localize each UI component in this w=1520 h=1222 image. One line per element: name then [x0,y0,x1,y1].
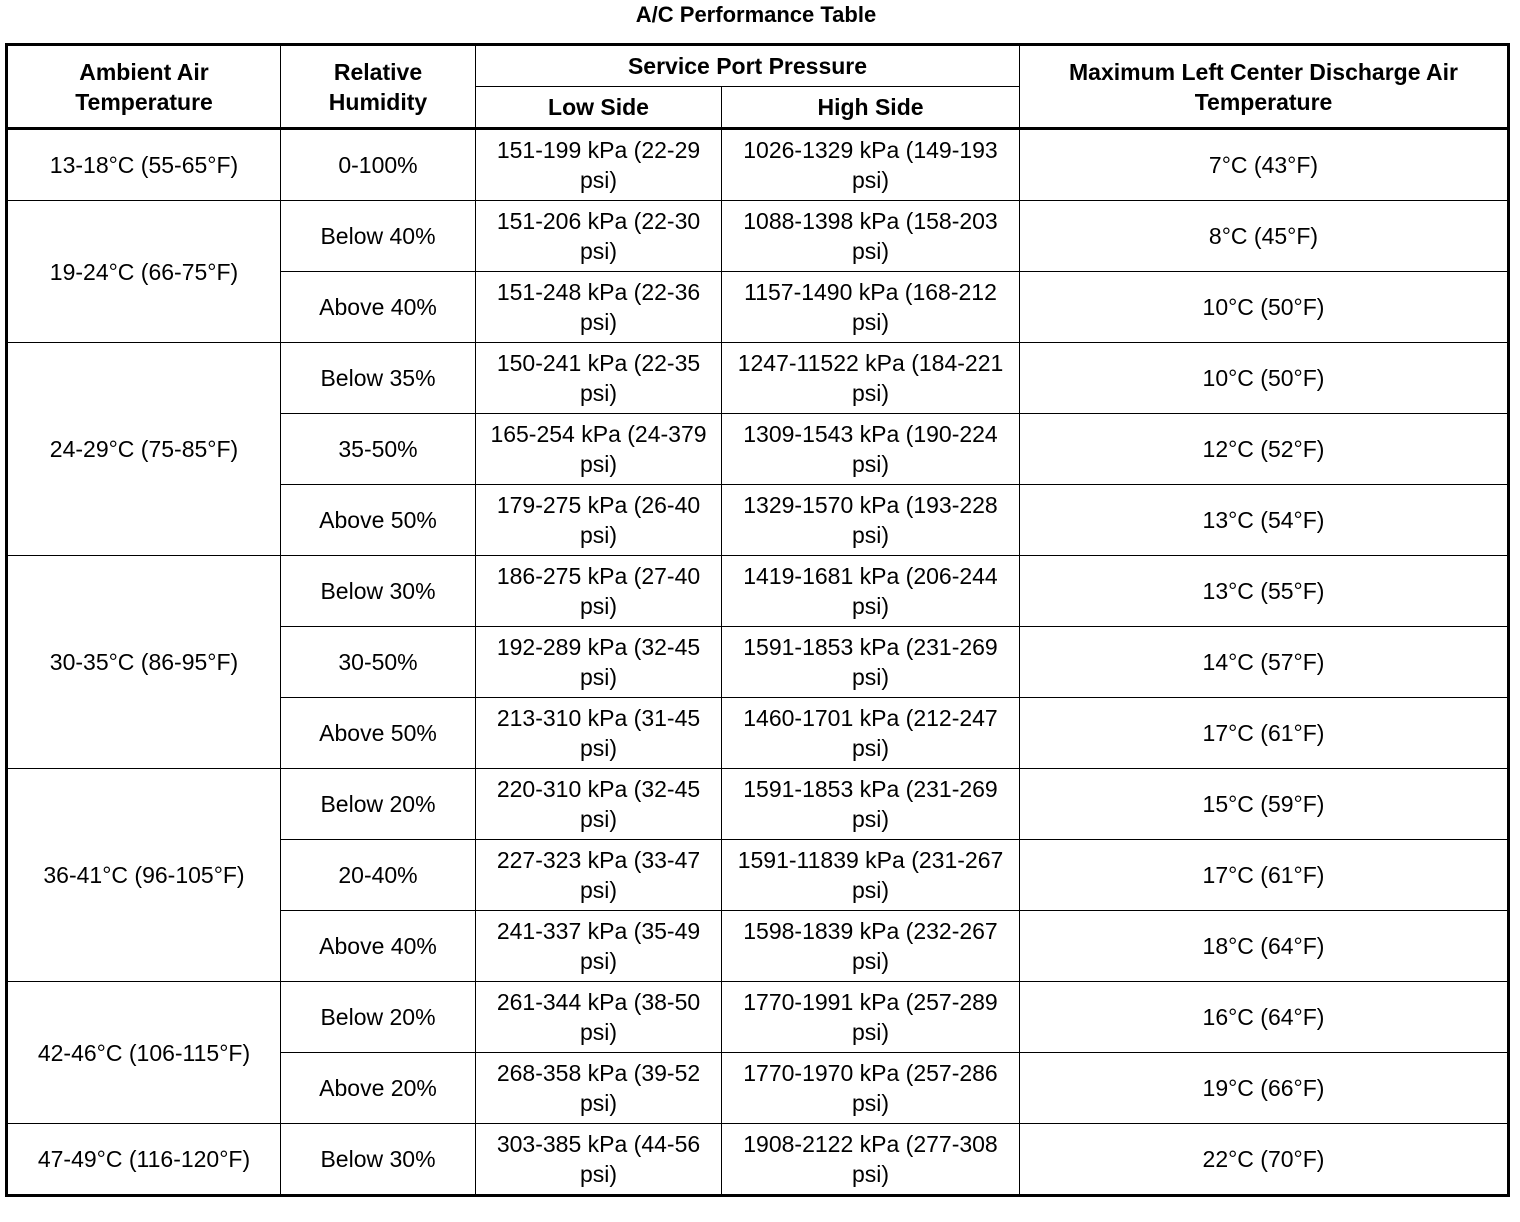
cell-high-side-pressure: 1770-1970 kPa (257-286 psi) [722,1053,1020,1124]
cell-high-side-pressure: 1309-1543 kPa (190-224 psi) [722,414,1020,485]
cell-high-side-pressure: 1598-1839 kPa (232-267 psi) [722,911,1020,982]
cell-ambient-temperature: 19-24°C (66-75°F) [7,201,281,343]
cell-low-side-pressure: 151-248 kPa (22-36 psi) [476,272,722,343]
cell-discharge-temperature: 7°C (43°F) [1020,129,1509,201]
cell-discharge-temperature: 14°C (57°F) [1020,627,1509,698]
header-relative-humidity: Relative Humidity [281,45,476,129]
cell-discharge-temperature: 8°C (45°F) [1020,201,1509,272]
cell-low-side-pressure: 227-323 kPa (33-47 psi) [476,840,722,911]
table-row [7,343,1509,414]
cell-low-side-pressure: 220-310 kPa (32-45 psi) [476,769,722,840]
cell-high-side-pressure: 1329-1570 kPa (193-228 psi) [722,485,1020,556]
cell-discharge-temperature: 17°C (61°F) [1020,698,1509,769]
table-row [7,556,1509,627]
cell-low-side-pressure: 241-337 kPa (35-49 psi) [476,911,722,982]
cell-discharge-temperature: 16°C (64°F) [1020,982,1509,1053]
cell-high-side-pressure: 1460-1701 kPa (212-247 psi) [722,698,1020,769]
cell-relative-humidity: Below 20% [281,982,476,1053]
cell-high-side-pressure: 1026-1329 kPa (149-193 psi) [722,129,1020,201]
cell-discharge-temperature: 17°C (61°F) [1020,840,1509,911]
cell-low-side-pressure: 151-206 kPa (22-30 psi) [476,201,722,272]
cell-relative-humidity: Above 40% [281,911,476,982]
cell-ambient-temperature: 36-41°C (96-105°F) [7,769,281,982]
cell-relative-humidity: Below 35% [281,343,476,414]
cell-relative-humidity: Below 40% [281,201,476,272]
table-body [7,129,1509,1196]
ac-performance-table [5,43,1510,1197]
cell-relative-humidity: 20-40% [281,840,476,911]
cell-high-side-pressure: 1247-11522 kPa (184-221 psi) [722,343,1020,414]
table-row [7,769,1509,840]
cell-relative-humidity: Above 20% [281,1053,476,1124]
cell-discharge-temperature: 12°C (52°F) [1020,414,1509,485]
header-high-side: High Side [722,87,1020,129]
cell-relative-humidity: 0-100% [281,129,476,201]
cell-low-side-pressure: 268-358 kPa (39-52 psi) [476,1053,722,1124]
cell-relative-humidity: Below 30% [281,556,476,627]
cell-ambient-temperature: 24-29°C (75-85°F) [7,343,281,556]
cell-low-side-pressure: 186-275 kPa (27-40 psi) [476,556,722,627]
cell-low-side-pressure: 192-289 kPa (32-45 psi) [476,627,722,698]
cell-high-side-pressure: 1770-1991 kPa (257-289 psi) [722,982,1020,1053]
cell-relative-humidity: 35-50% [281,414,476,485]
cell-high-side-pressure: 1157-1490 kPa (168-212 psi) [722,272,1020,343]
cell-discharge-temperature: 19°C (66°F) [1020,1053,1509,1124]
cell-discharge-temperature: 13°C (54°F) [1020,485,1509,556]
cell-high-side-pressure: 1591-1853 kPa (231-269 psi) [722,627,1020,698]
cell-low-side-pressure: 303-385 kPa (44-56 psi) [476,1124,722,1196]
cell-high-side-pressure: 1908-2122 kPa (277-308 psi) [722,1124,1020,1196]
header-service-port-pressure: Service Port Pressure [476,45,1020,87]
table-header [7,45,1509,129]
cell-relative-humidity: Above 50% [281,485,476,556]
cell-low-side-pressure: 150-241 kPa (22-35 psi) [476,343,722,414]
cell-low-side-pressure: 213-310 kPa (31-45 psi) [476,698,722,769]
header-low-side: Low Side [476,87,722,129]
cell-ambient-temperature: 42-46°C (106-115°F) [7,982,281,1124]
table-row [7,982,1509,1053]
cell-discharge-temperature: 18°C (64°F) [1020,911,1509,982]
cell-discharge-temperature: 13°C (55°F) [1020,556,1509,627]
cell-low-side-pressure: 261-344 kPa (38-50 psi) [476,982,722,1053]
cell-discharge-temperature: 22°C (70°F) [1020,1124,1509,1196]
cell-discharge-temperature: 10°C (50°F) [1020,343,1509,414]
cell-ambient-temperature: 47-49°C (116-120°F) [7,1124,281,1196]
cell-relative-humidity: Below 30% [281,1124,476,1196]
cell-low-side-pressure: 151-199 kPa (22-29 psi) [476,129,722,201]
cell-discharge-temperature: 15°C (59°F) [1020,769,1509,840]
table-row [7,1124,1509,1196]
cell-relative-humidity: Below 20% [281,769,476,840]
table-row [7,129,1509,201]
cell-high-side-pressure: 1088-1398 kPa (158-203 psi) [722,201,1020,272]
table-row [7,201,1509,272]
cell-relative-humidity: 30-50% [281,627,476,698]
cell-ambient-temperature: 13-18°C (55-65°F) [7,129,281,201]
cell-low-side-pressure: 165-254 kPa (24-379 psi) [476,414,722,485]
cell-high-side-pressure: 1419-1681 kPa (206-244 psi) [722,556,1020,627]
cell-ambient-temperature: 30-35°C (86-95°F) [7,556,281,769]
table-title: A/C Performance Table [635,2,877,27]
header-max-discharge-air-temperature: Maximum Left Center Discharge Air Temperature [1020,45,1509,129]
cell-high-side-pressure: 1591-11839 kPa (231-267 psi) [722,840,1020,911]
cell-high-side-pressure: 1591-1853 kPa (231-269 psi) [722,769,1020,840]
cell-low-side-pressure: 179-275 kPa (26-40 psi) [476,485,722,556]
header-ambient-air-temperature: Ambient Air Temperature [7,45,281,129]
cell-relative-humidity: Above 50% [281,698,476,769]
cell-discharge-temperature: 10°C (50°F) [1020,272,1509,343]
cell-relative-humidity: Above 40% [281,272,476,343]
